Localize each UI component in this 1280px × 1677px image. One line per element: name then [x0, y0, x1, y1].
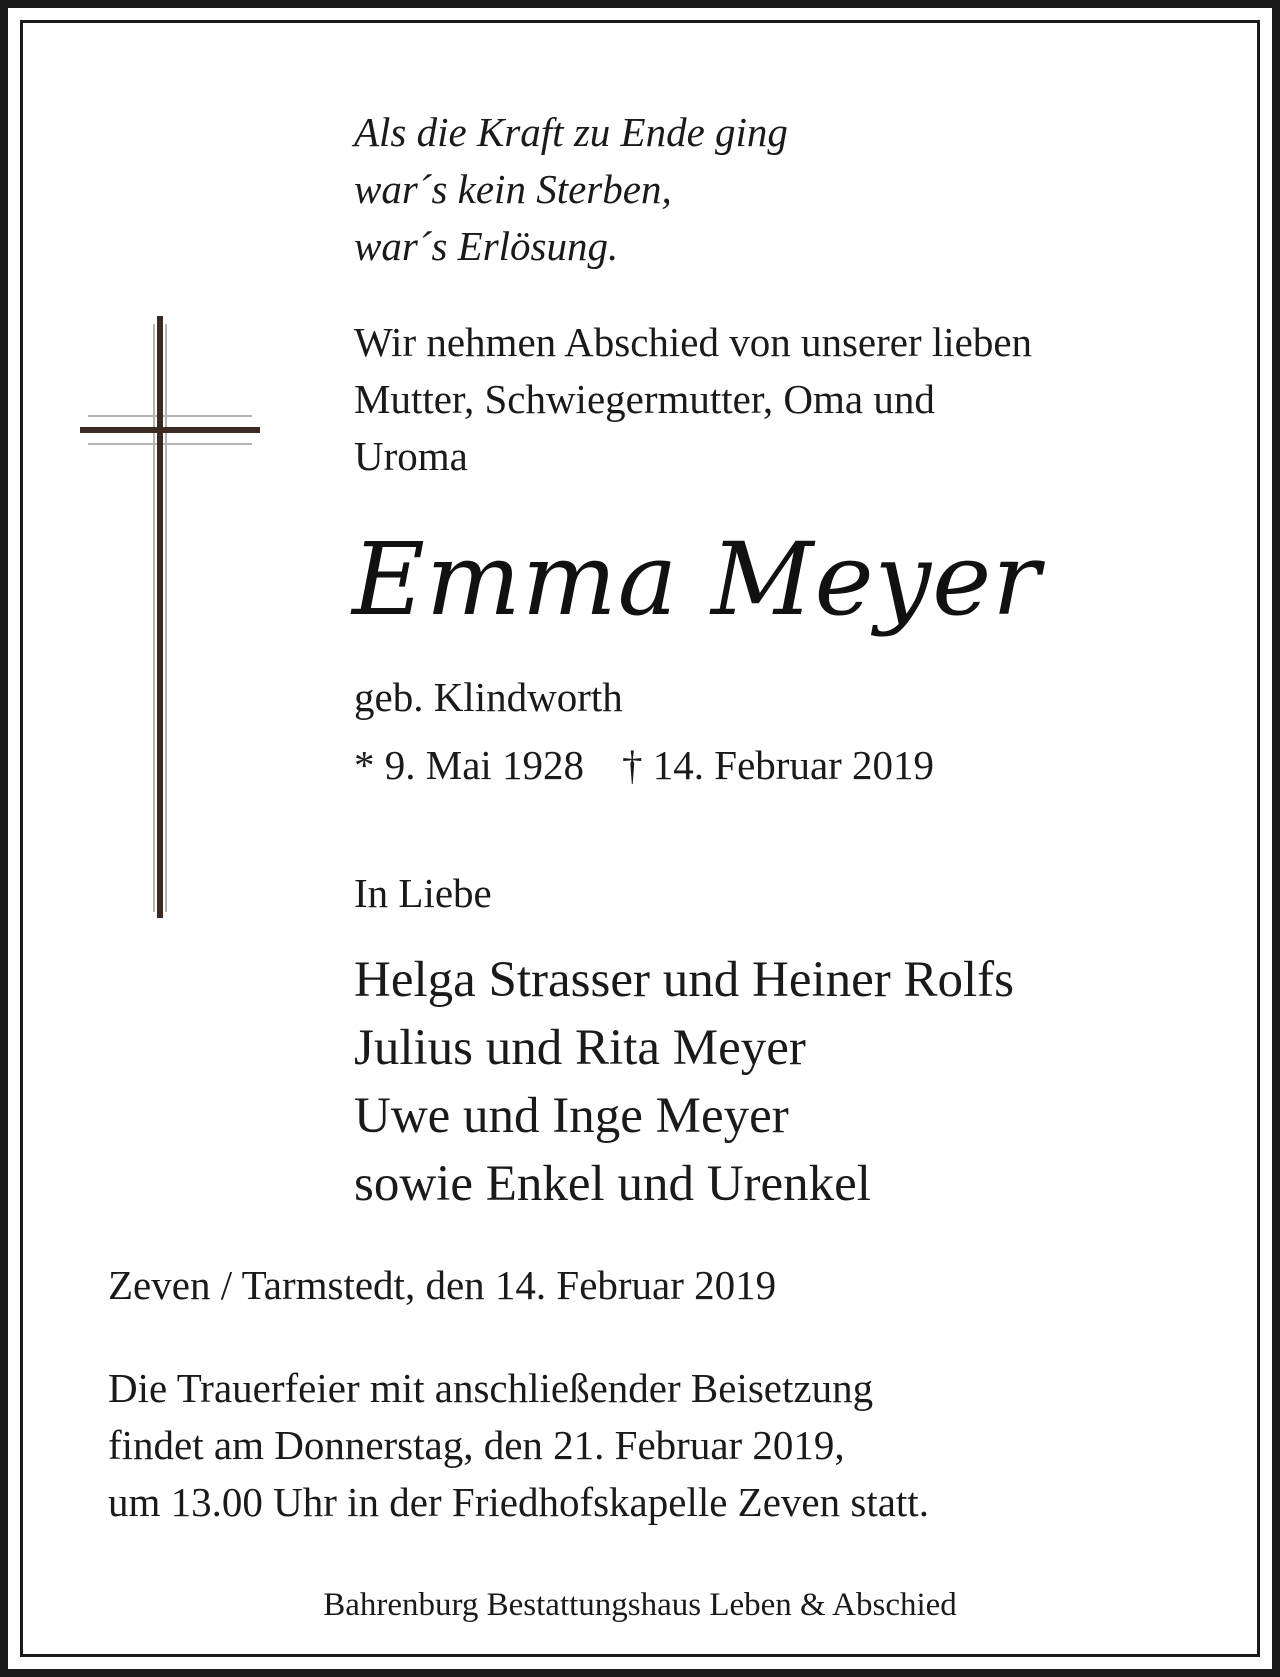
maiden-name: geb. Klindworth — [354, 674, 623, 720]
intro-line: Uroma — [354, 433, 468, 479]
deceased-name: Emma Meyer — [352, 521, 1042, 638]
mourners-list — [354, 946, 1014, 1218]
service-info — [108, 1360, 929, 1531]
poem — [354, 104, 788, 275]
birth-date: * 9. Mai 1928 — [354, 742, 585, 788]
funeral-home: Bahrenburg Bestattungshaus Leben & Abschied — [323, 1587, 957, 1623]
service-line: findet am Donnerstag, den 21. Februar 2019, — [108, 1422, 845, 1468]
poem-line: war´s Erlösung. — [354, 223, 619, 269]
intro-text — [354, 314, 1032, 485]
intro-line: Wir nehmen Abschied von unserer lieben — [354, 319, 1033, 365]
mourner-line: sowie Enkel und Urenkel — [354, 1156, 871, 1212]
cross-icon — [76, 312, 266, 922]
service-line: um 13.00 Uhr in der Friedhofskapelle Zeven statt. — [108, 1479, 929, 1525]
life-dates — [354, 740, 934, 790]
poem-line: war´s kein Sterben, — [354, 166, 672, 212]
service-line: Die Trauerfeier mit anschließender Beisetzung — [108, 1365, 874, 1411]
mourner-line: Uwe und Inge Meyer — [354, 1088, 789, 1144]
death-date: † 14. Februar 2019 — [622, 742, 935, 788]
closing-phrase: In Liebe — [354, 870, 492, 916]
place-date: Zeven / Tarmstedt, den 14. Februar 2019 — [108, 1262, 777, 1308]
intro-line: Mutter, Schwiegermutter, Oma und — [354, 376, 935, 422]
mourner-line: Helga Strasser und Heiner Rolfs — [354, 952, 1015, 1008]
mourner-line: Julius und Rita Meyer — [354, 1020, 806, 1076]
poem-line: Als die Kraft zu Ende ging — [354, 109, 788, 155]
